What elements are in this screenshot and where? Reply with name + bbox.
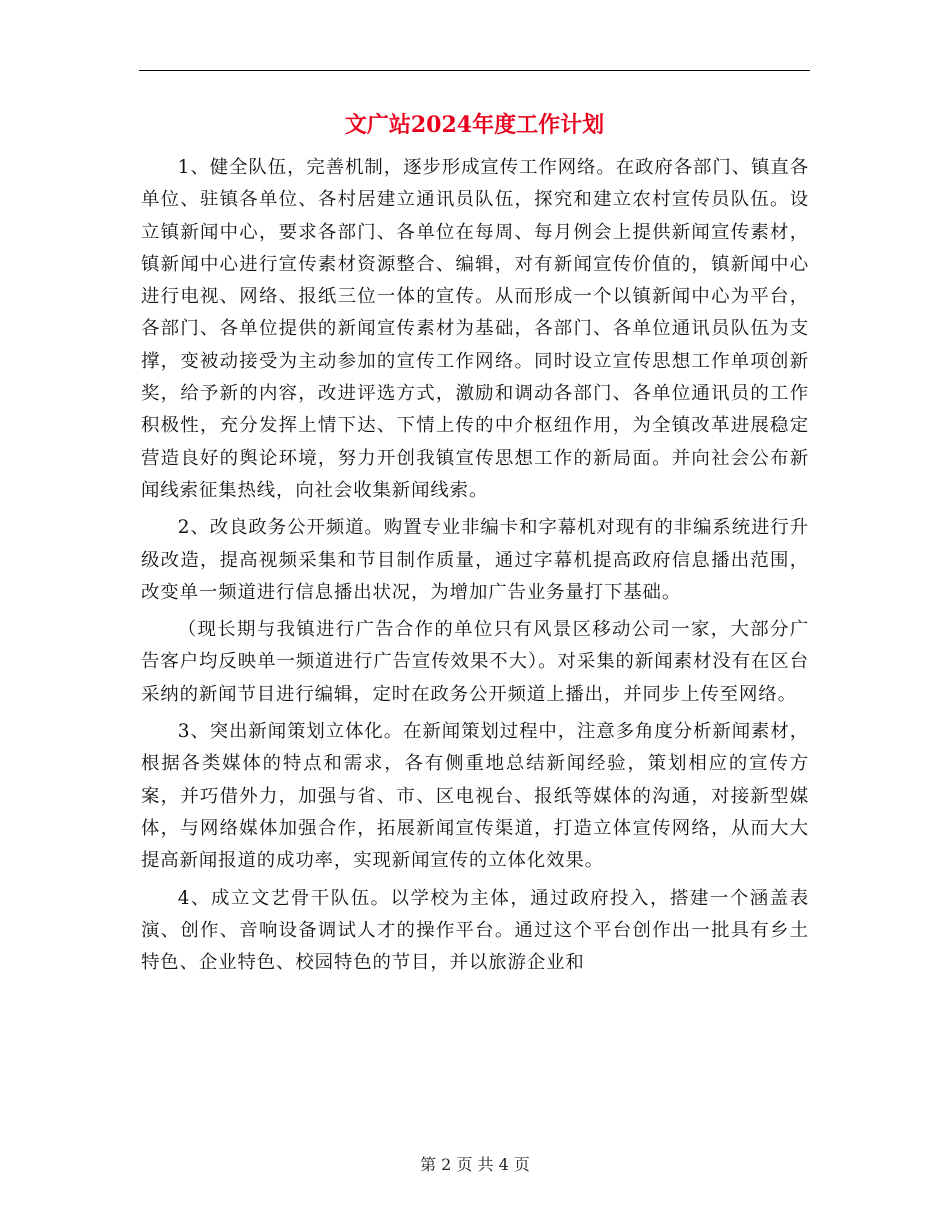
header-rule: [139, 70, 810, 71]
paragraph-3: （现长期与我镇进行广告合作的单位只有风景区移动公司一家，大部分广告客户均反映单一频道进行广告宣传效果不大）。对采集的新闻素材没有在区台采纳的新闻节目进行编辑，定时在政务公开频道上播出，并同步上传至网络。: [141, 619, 809, 705]
paragraph-5: 4、成立文艺骨干队伍。以学校为主体，通过政府投入，搭建一个涵盖表演、创作、音响设备调试人才的操作平台。通过这个平台创作出一批具有乡土特色、企业特色、校园特色的节目，并以旅游企业和: [141, 887, 809, 974]
document-body: [141, 152, 809, 979]
paragraph-1: 1、健全队伍，完善机制，逐步形成宣传工作网络。在政府各部门、镇直各单位、驻镇各单位、各村居建立通讯员队伍，探究和建立农村宣传员队伍。设立镇新闻中心，要求各部门、各单位在每周、每月例会上提供新闻宣传素材，镇新闻中心进行宣传素材资源整合、编辑，对有新闻宣传价值的，镇新闻中心进行电视、网络、报纸三位一体的宣传。从而形成一个以镇新闻中心为平台，各部门、各单位提供的新闻宣传素材为基础，各部门、各单位通讯员队伍为支撑，变被动接受为主动参加的宣传工作网络。同时设立宣传思想工作单项创新奖，给予新的内容，改进评选方式，激励和调动各部门、各单位通讯员的工作积极性，充分发挥上情下达、下情上传的中介枢纽作用，为全镇改革进展稳定营造良好的舆论环境，努力开创我镇宣传思想工作的新局面。并向社会公布新闻线索征集热线，向社会收集新闻线索。: [141, 157, 809, 501]
document-title: 文广站2024年度工作计划: [344, 112, 605, 138]
paragraph-2: 2、改良政务公开频道。购置专业非编卡和字幕机对现有的非编系统进行升级改造，提高视频采集和节目制作质量，通过字幕机提高政府信息播出范围，改变单一频道进行信息播出状况，为增加广告业务量打下基础。: [141, 517, 809, 603]
paragraph-4: 3、突出新闻策划立体化。在新闻策划过程中，注意多角度分析新闻素材，根据各类媒体的特点和需求，各有侧重地总结新闻经验，策划相应的宣传方案，并巧借外力，加强与省、市、区电视台、报纸等媒体的沟通，对接新型媒体，与网络媒体加强合作，拓展新闻宣传渠道，打造立体宣传网络，从而大大提高新闻报道的成功率，实现新闻宣传的立体化效果。: [141, 721, 809, 872]
page-number-footer: 第 2 页 共 4 页: [420, 1155, 530, 1174]
